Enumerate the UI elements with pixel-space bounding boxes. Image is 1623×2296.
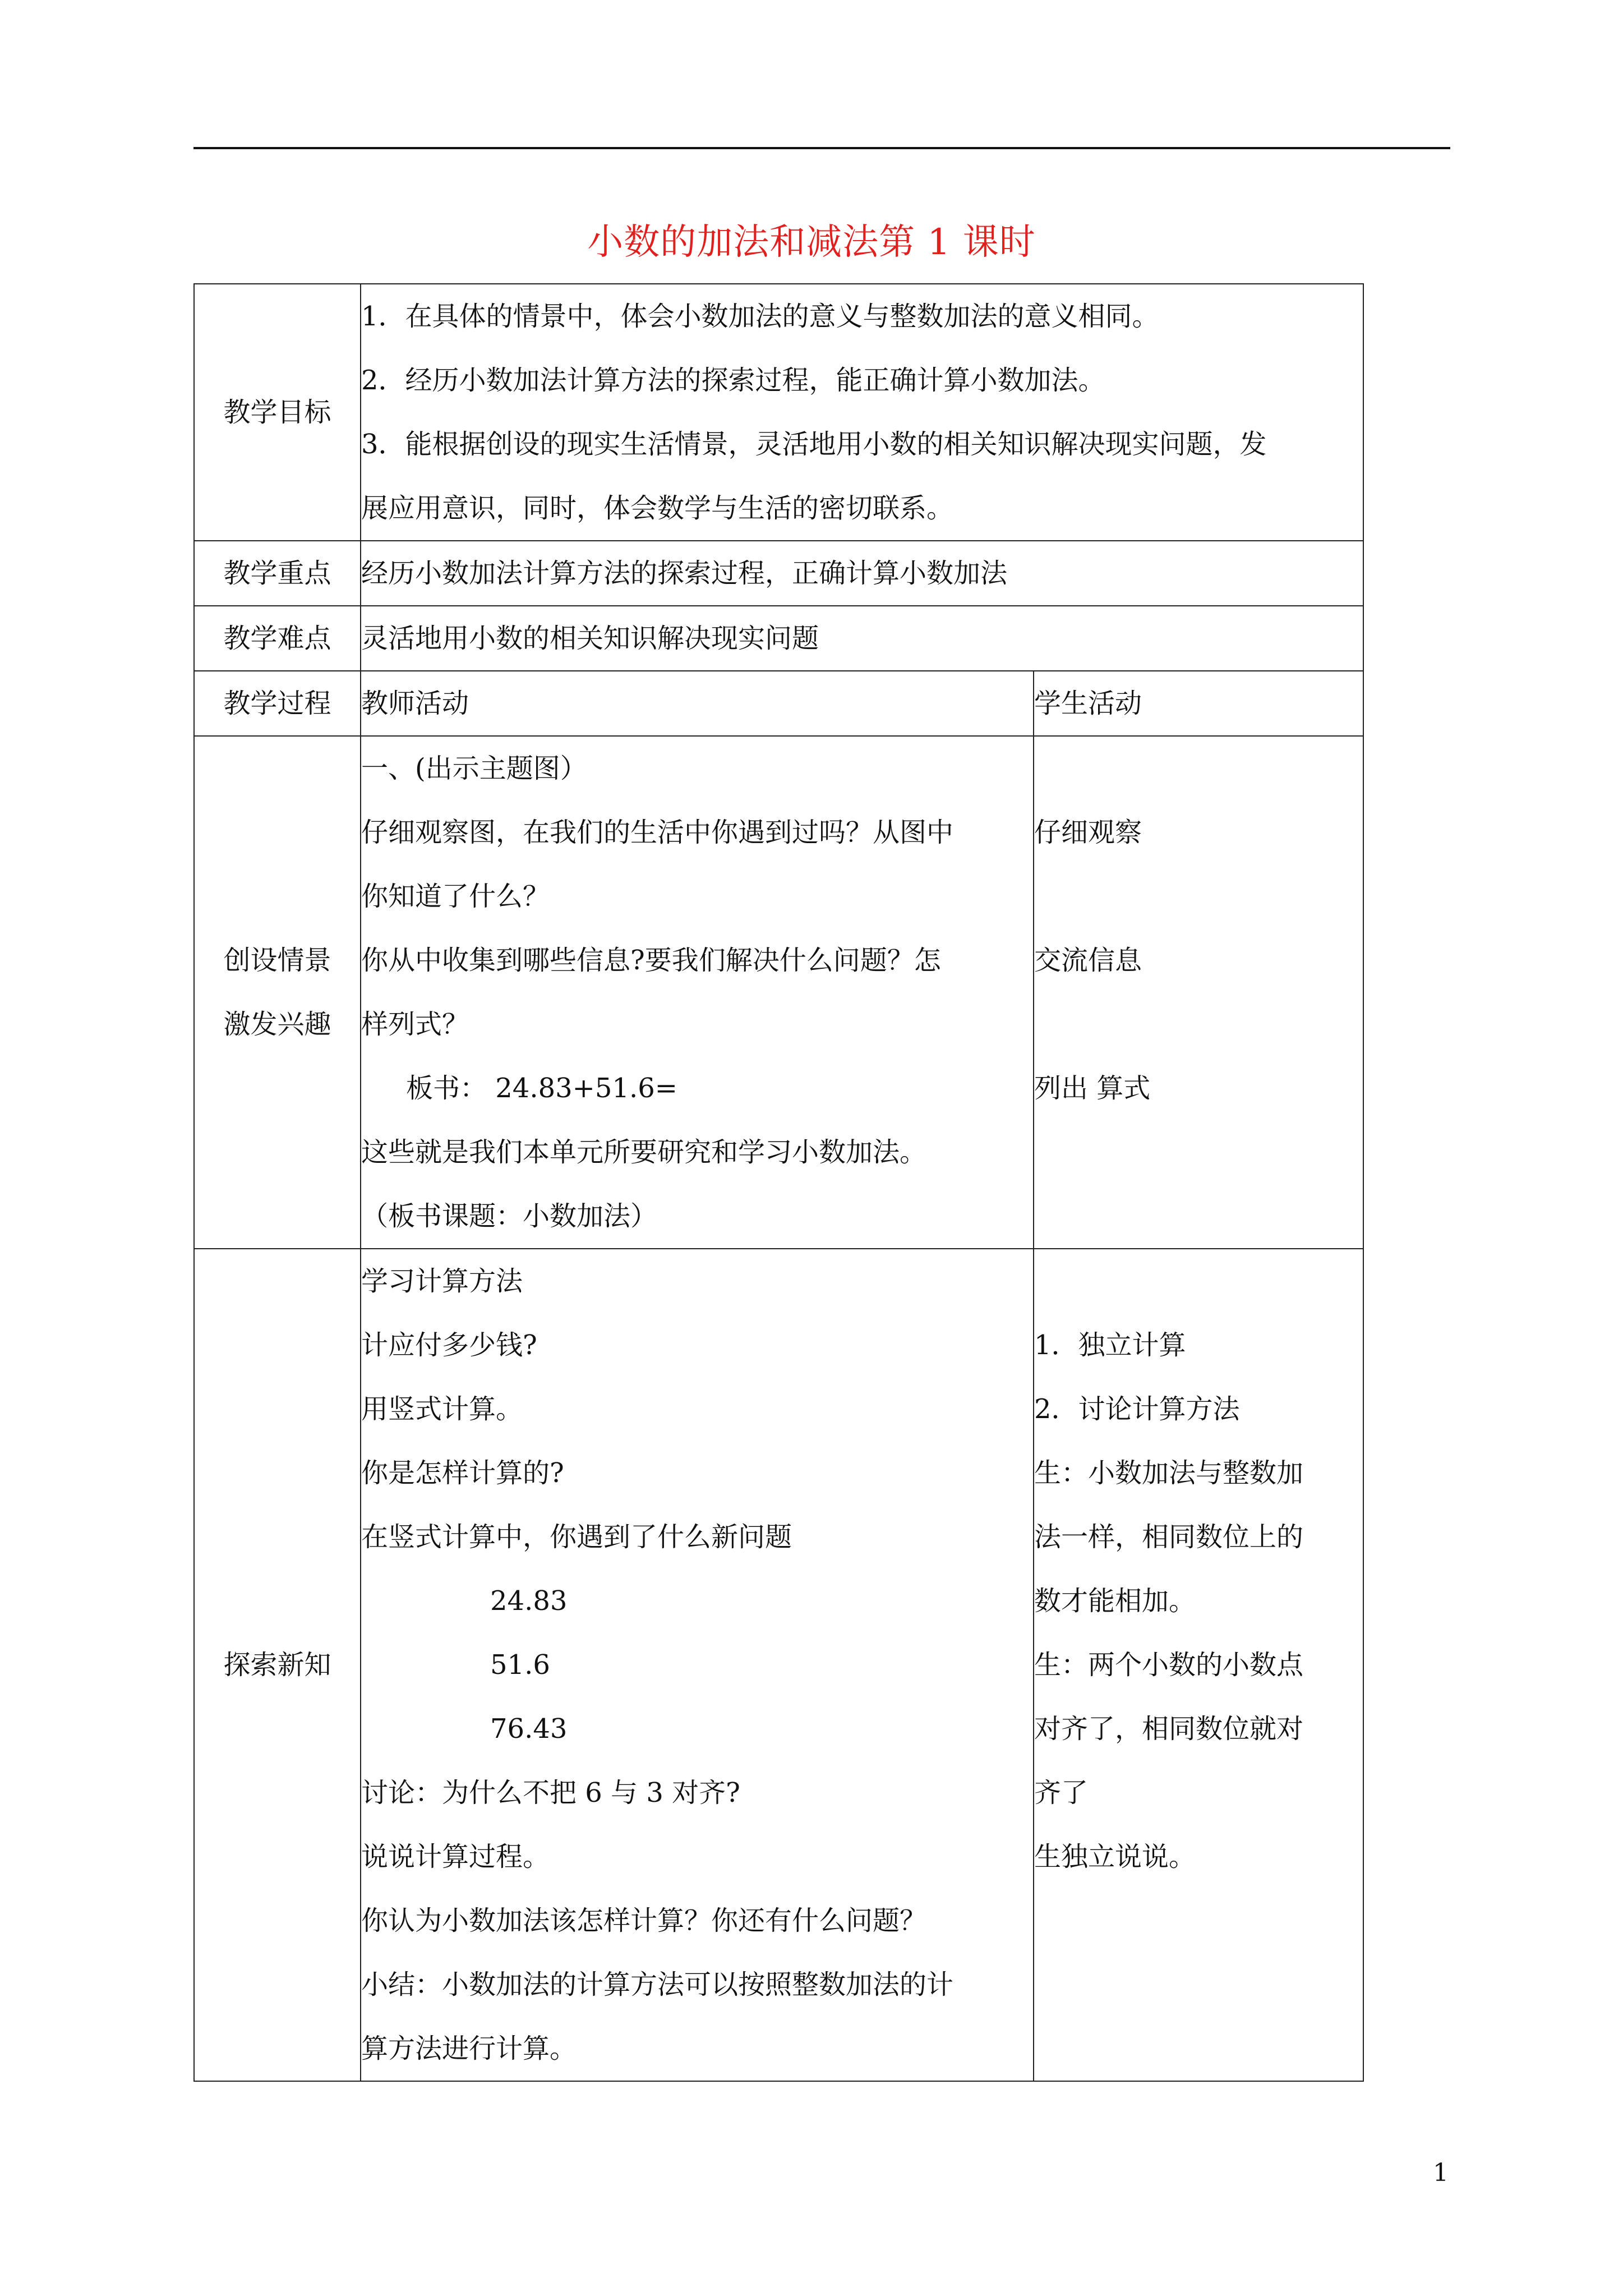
section2-label: 探索新知 [194, 1249, 361, 2081]
teacher-line: （板书课题：小数加法） [361, 1200, 658, 1232]
section1-label-line2: 激发兴趣 [223, 1009, 331, 1040]
teacher-line: 仔细观察图，在我们的生活中你遇到过吗？从图中 [361, 817, 954, 848]
student-line: 对齐了，相同数位就对 [1034, 1713, 1304, 1745]
student-line [1034, 1249, 1363, 1313]
process-header-row [194, 671, 1363, 736]
student-line: 生：两个小数的小数点 [1034, 1649, 1304, 1681]
page-number: 1 [1433, 2159, 1449, 2187]
student-line: 生独立说说。 [1034, 1841, 1196, 1872]
process-label: 教学过程 [194, 671, 361, 736]
teacher-line: 计应付多少钱? [361, 1329, 537, 1361]
goals-row [194, 284, 1363, 541]
student-activity-header: 学生活动 [1034, 671, 1363, 736]
section2-row [194, 1249, 1363, 2081]
goals-label: 教学目标 [194, 284, 361, 541]
goal-line: 展应用意识，同时，体会数学与生活的密切联系。 [361, 493, 954, 524]
goal-line: 3．能根据创设的现实生活情景，灵活地用小数的相关知识解决现实问题，发 [361, 429, 1267, 460]
header-rule [193, 147, 1450, 149]
teacher-line: 小结：小数加法的计算方法可以按照整数加法的计 [361, 1969, 954, 2000]
board-writing: 板书： 24.83+51.6= [406, 1073, 677, 1104]
teacher-line: 这些就是我们本单元所要研究和学习小数加法。 [361, 1137, 927, 1168]
student-line [1034, 737, 1363, 800]
vertical-calc-line: 24.83 [490, 1585, 568, 1617]
student-line [1034, 992, 1363, 1056]
student-line [1034, 864, 1363, 928]
section2-student [1034, 1249, 1363, 2081]
lesson-plan-table [193, 283, 1364, 2082]
key-point-label: 教学重点 [194, 541, 361, 606]
student-line: 列出 算式 [1034, 1073, 1151, 1104]
teacher-line: 在竖式计算中，你遇到了什么新问题 [361, 1521, 792, 1553]
key-point-row [194, 541, 1363, 606]
teacher-line: 样列式？ [361, 1009, 469, 1040]
teacher-line: 你知道了什么？ [361, 881, 550, 912]
difficulty-text: 灵活地用小数的相关知识解决现实问题 [361, 606, 1363, 671]
page-title: 小数的加法和减法第 1 课时 [587, 222, 1036, 263]
student-line: 1．独立计算 [1034, 1329, 1186, 1361]
section2-teacher [361, 1249, 1034, 2081]
student-line: 齐了 [1034, 1777, 1089, 1809]
teacher-line: 说说计算过程。 [361, 1841, 550, 1872]
teacher-line: 你是怎样计算的? [361, 1457, 564, 1489]
student-line: 数才能相加。 [1034, 1585, 1196, 1617]
goal-line: 1．在具体的情景中，体会小数加法的意义与整数加法的意义相同。 [361, 301, 1159, 332]
teacher-line: 学习计算方法 [361, 1266, 523, 1297]
student-line: 仔细观察 [1034, 817, 1142, 848]
teacher-line: 一、(出示主题图） [361, 753, 587, 784]
section1-teacher [361, 736, 1034, 1249]
goals-content [361, 284, 1363, 541]
student-line: 2．讨论计算方法 [1034, 1393, 1240, 1425]
goal-line: 2．经历小数加法计算方法的探索过程，能正确计算小数加法。 [361, 365, 1105, 396]
vertical-calc-line: 76.43 [490, 1713, 568, 1745]
difficulty-label: 教学难点 [194, 606, 361, 671]
difficulty-row [194, 606, 1363, 671]
teacher-line: 用竖式计算。 [361, 1393, 523, 1425]
teacher-line: 你从中收集到哪些信息?要我们解决什么问题？怎 [361, 945, 941, 976]
vertical-calc-line: 51.6 [490, 1649, 550, 1681]
section1-row [194, 736, 1363, 1249]
teacher-line: 算方法进行计算。 [361, 2033, 577, 2064]
teacher-line: 你认为小数加法该怎样计算？你还有什么问题？ [361, 1905, 927, 1936]
key-point-text: 经历小数加法计算方法的探索过程，正确计算小数加法 [361, 541, 1363, 606]
student-line: 交流信息 [1034, 945, 1142, 976]
student-line: 生：小数加法与整数加 [1034, 1457, 1304, 1489]
student-line: 法一样，相同数位上的 [1034, 1521, 1304, 1553]
section1-student [1034, 736, 1363, 1249]
teacher-line: 讨论：为什么不把 6 与 3 对齐? [361, 1777, 740, 1809]
teacher-activity-header: 教师活动 [361, 671, 1034, 736]
section1-label [194, 736, 361, 1249]
section1-label-line1: 创设情景 [223, 945, 331, 976]
